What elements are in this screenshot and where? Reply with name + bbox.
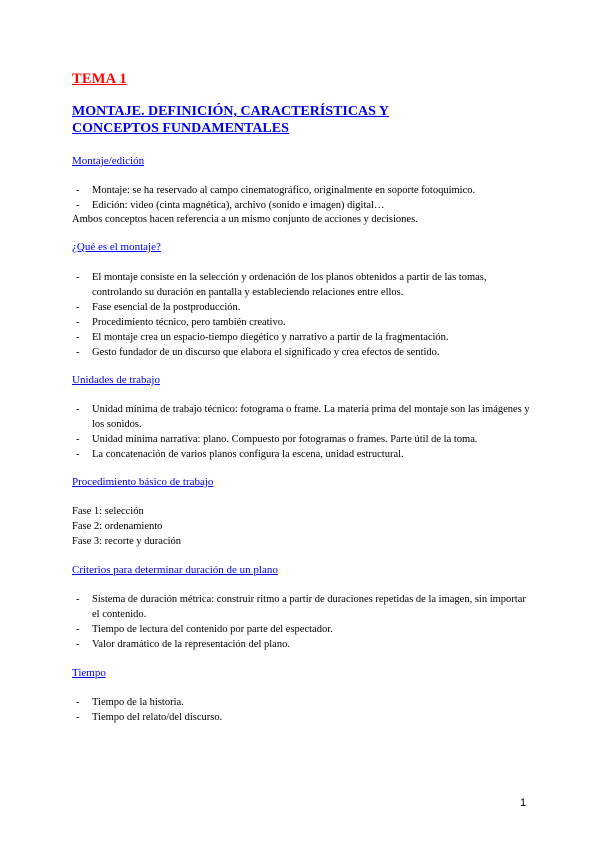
list-item: - Fase esencial de la postproducción. (76, 302, 241, 313)
phase-line: Fase 2: ordenamiento (72, 521, 163, 532)
phase-line: Fase 3: recorte y duración (72, 536, 182, 547)
bullet-dash: - (76, 200, 80, 211)
list-item: - El montaje crea un espacio-tiempo diegético y narrativo a partir de la fragmentación. (76, 332, 449, 343)
list-item: - Valor dramático de la representación del plano. (76, 639, 290, 650)
list-item: - La concatenación de varios planos configura la escena, unidad estructural. (76, 449, 404, 460)
list-item: - Tiempo del relato/del discurso. (76, 712, 223, 723)
list-item: - Procedimiento técnico, pero también creativo. (76, 317, 286, 328)
list-criterios (72, 592, 532, 652)
list-item: - Tiempo de lectura del contenido por parte del espectador. (76, 624, 333, 635)
list-item: - Gesto fundador de un discurso que elabora el significado y crea efectos de sentido. (76, 347, 440, 358)
page-number: 1 (520, 797, 527, 809)
section-heading-criterios[interactable]: Criterios para determinar duración de un plano (72, 564, 278, 576)
section-heading-montaje-edicion[interactable]: Montaje/edición (72, 155, 145, 167)
list-item: - El montaje consiste en la selección y ordenación de los planos obtenidos a partir de las tomas, controlando su duración en pantalla y estableciendo relaciones entre ellos. (76, 272, 487, 298)
list-item: - Unidad mínima narrativa: plano. Compuesto por fotogramas o frames. Parte útil de la toma. (76, 434, 478, 445)
section-heading-procedimiento[interactable]: Procedimiento básico de trabajo (72, 476, 214, 488)
document-title[interactable]: MONTAJE. DEFINICIÓN, CARACTERÍSTICAS Y CONCEPTOS FUNDAMENTALES (72, 104, 389, 136)
section-heading-tiempo[interactable]: Tiempo (72, 667, 106, 679)
list-item: - Tiempo de la historia. (76, 697, 184, 708)
section-heading-que-es[interactable]: ¿Qué es el montaje? (72, 241, 161, 253)
tema-heading: TEMA 1 (72, 71, 127, 87)
list-item: - Montaje: se ha reservado al campo cinematográfico, originalmente en soporte fotoquímico. (76, 185, 476, 196)
bullet-dash: - (76, 185, 80, 196)
list-item: - Edición: video (cinta magnética), archivo (sonido e imagen) digital… (76, 200, 385, 211)
list-item: - Unidad mínima de trabajo técnico: fotograma o frame. La materia prima del montaje son las imágenes y los sonidos. (76, 404, 530, 430)
list-montaje-edicion (72, 183, 532, 213)
list-item: - Sistema de duración métrica: construir ritmo a partir de duraciones repetidas de la imagen, sin importar el contenido. (76, 594, 526, 620)
section-heading-unidades[interactable]: Unidades de trabajo (72, 374, 160, 386)
phase-line: Fase 1: selección (72, 506, 144, 517)
list-tiempo (72, 695, 532, 725)
list-unidades (72, 402, 532, 462)
list-que-es (72, 270, 532, 360)
note-text: Ambos conceptos hacen referencia a un mismo conjunto de acciones y decisiones. (72, 214, 418, 225)
